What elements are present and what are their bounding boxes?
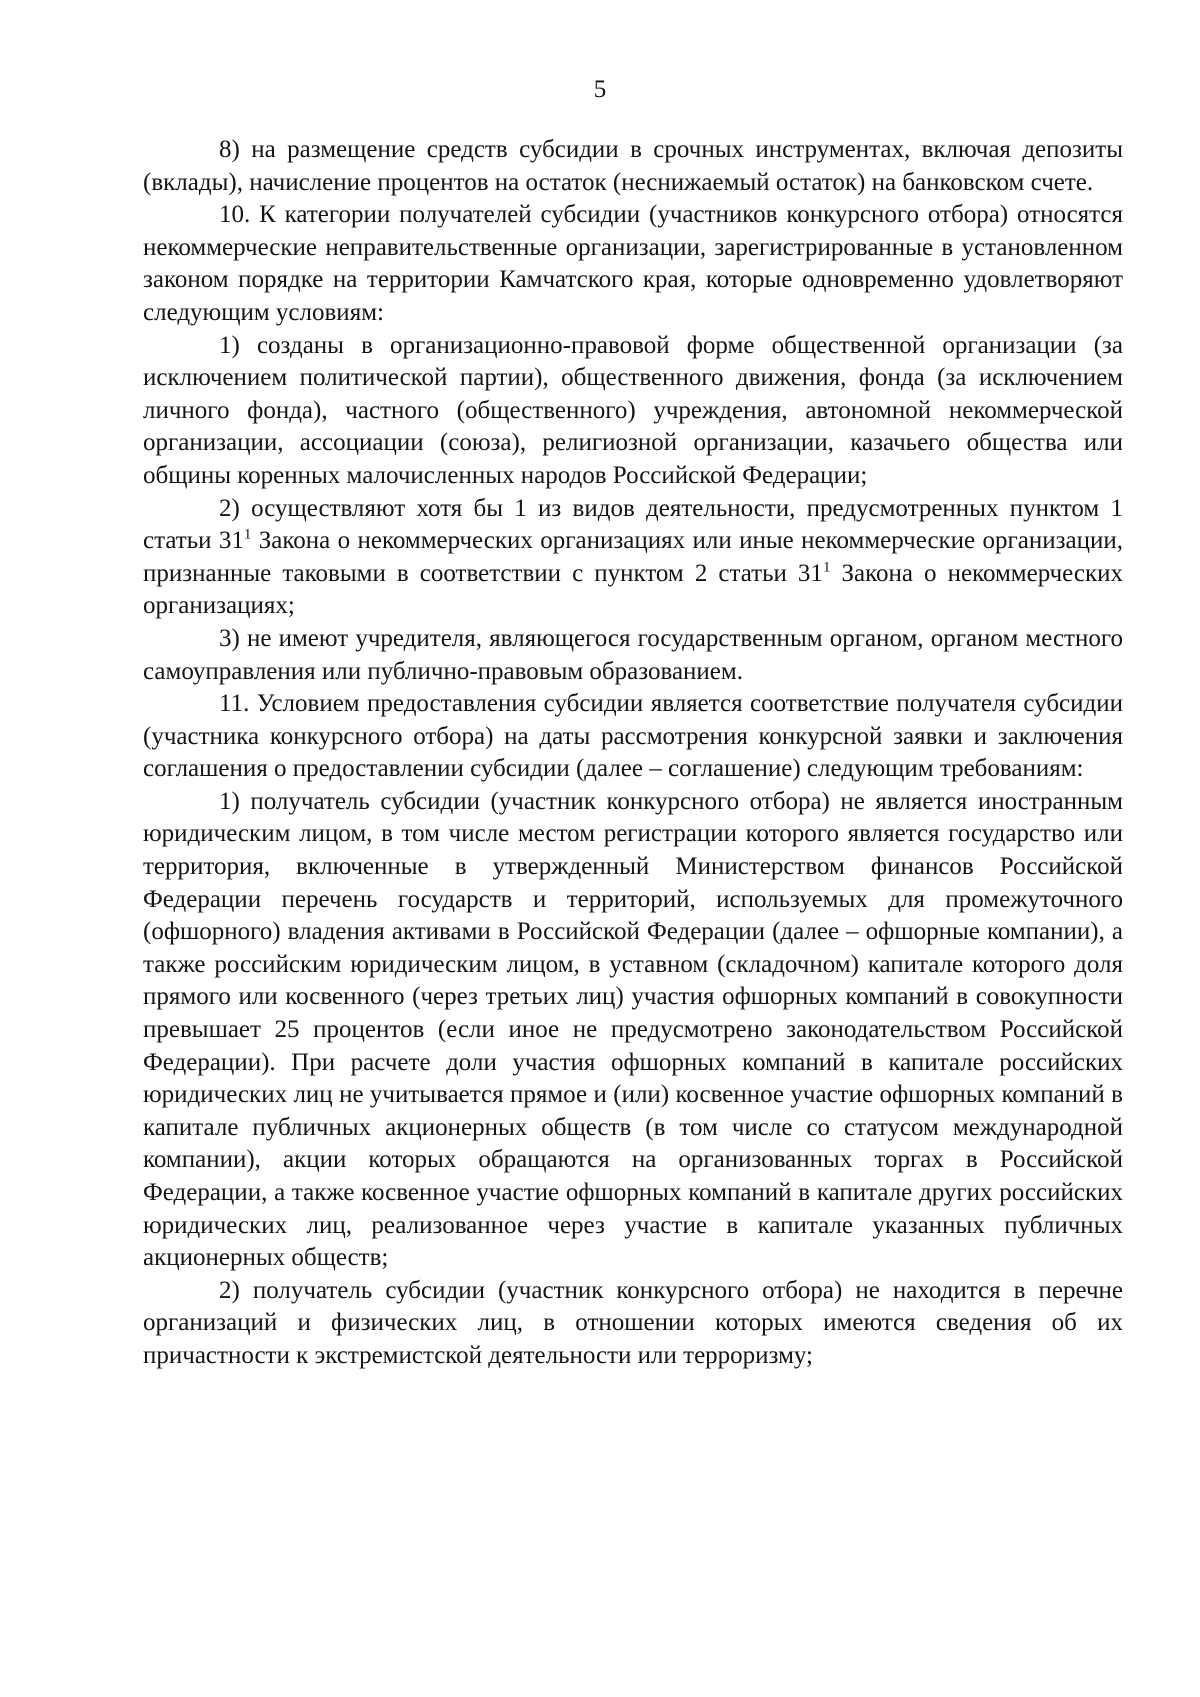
paragraph-condition-2-part-a: 2) осуществляют хотя бы 1 из видов деятельности, предусмотренных пунктом 1 статьи 31: [143, 494, 1123, 555]
superscript-1: 1: [822, 559, 831, 576]
superscript-1: 1: [243, 526, 252, 543]
paragraph-requirement-1: 1) получатель субсидии (участник конкурсного отбора) не является иностранным юридическим лицом, в том числе местом регистрации которого является государство или территория, включенные в утвержденный Министерством финансов Российской Федерации перечень государств и территорий, используемых для промежуточного (офшорного) владения активами в Российской Федерации (далее – офшорные компании), а также российским юридическим лицом, в уставном (складочном) капитале которого доля прямого или косвенного (через третьих лиц) участия офшорных компаний в совокупности превышает 25 процентов (если иное не предусмотрено законодательством Российской Федерации). При расчете доли участия офшорных компаний в капитале российских юридических лиц не учитывается прямое и (или) косвенное участие офшорных компаний в капитале публичных акционерных обществ (в том числе со статусом международной компании), акции которых обращаются на организованных торгах в Российской Федерации, а также косвенное участие офшорных компаний в капитале других российских юридических лиц, реализованное через участие в капитале указанных публичных акционерных обществ;: [143, 787, 1123, 1272]
paragraph-item-8: 8) на размещение средств субсидии в срочных инструментах, включая депозиты (вклады), начисление процентов на остаток (неснижаемый остаток) на банковском счете.: [143, 136, 1123, 196]
paragraph-requirement-2: 2) получатель субсидии (участник конкурсного отбора) не находится в перечне организаций и физических лиц, в отношении которых имеются сведения об их причастности к экстремистской деятельности или терроризму;: [143, 1276, 1123, 1369]
paragraph-condition-2: [143, 493, 1123, 623]
paragraph-condition-2-part-b: Закона о некоммерческих организациях или иные некоммерческие организации, признанные таковыми в соответствии с пунктом 2 статьи 31: [143, 527, 1124, 587]
paragraph-clause-11: 11. Условием предоставления субсидии является соответствие получателя субсидии (участника конкурсного отбора) на даты рассмотрения конкурсной заявки и заключения соглашения о предоставлении субсидии (далее – соглашение) следующим требованиям:: [143, 690, 1123, 783]
paragraph-condition-3: 3) не имеют учредителя, являющегося государственным органом, органом местного самоуправления или публично-правовым образованием.: [143, 624, 1123, 685]
document-body: [143, 134, 1123, 1373]
paragraph-condition-1: 1) созданы в организационно-правовой форме общественной организации (за исключением политической партии), общественного движения, фонда (за исключением личного фонда), частного (общественного) учреждения, автономной некоммерческой организации, ассоциации (союза), религиозной организации, казачьего общества или общины коренных малочисленных народов Российской Федерации;: [143, 331, 1123, 489]
paragraph-condition-2-part-c: Закона о некоммерческих организациях;: [143, 559, 1124, 620]
paragraph-clause-10: 10. К категории получателей субсидии (участников конкурсного отбора) относятся некоммерческие неправительственные организации, зарегистрированные в установленном законом порядке на территории Камчатского края, которые одновременно удовлетворяют следующим условиям:: [143, 201, 1123, 326]
page-number: 5: [593, 76, 607, 103]
